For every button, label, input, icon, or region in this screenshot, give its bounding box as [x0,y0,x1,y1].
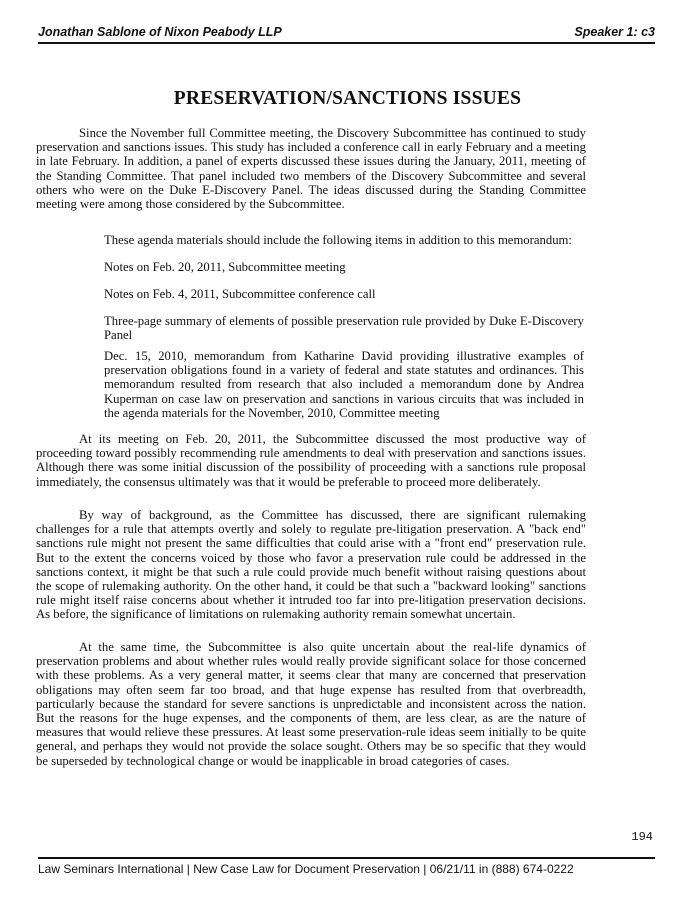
page-header [38,24,655,44]
page-title: PRESERVATION/SANCTIONS ISSUES [173,88,522,109]
header-speaker: Speaker 1: c3 [574,25,655,39]
agenda-intro: These agenda materials should include the following items in addition to this memorandum: [104,233,572,247]
background-paragraph: By way of background, as the Committee has discussed, there are significant rulemaking challenges for a rule that attempts overtly and solely to regulate pre-litigation preservation. A "back end" sanctions rule might not present the same difficulties that could arise with a "front end" preservation rule. But to the extent the concerns voiced by those who favor a preservation rule could be addressed in the sanctions context, it might be that such a rule could provide much benefit without raising questions about the scope of rulemaking authority. On the other hand, it could be that such a "backward looking" sanctions rule might itself raise concerns about whether it intruded too far into pre-litigation preservation decisions. As before, the significance of limitations on rulemaking authority remain somewhat uncertain. [36,508,586,622]
agenda-item: Dec. 15, 2010, memorandum from Katharine David providing illustrative examples of preservation obligations found in a variety of federal and state statutes and ordinances. This memorandum resulted from research that also included a memorandum done by Andrea Kuperman on case law on preservation and sanctions in various circuits that was included in the agenda materials for the November, 2010, Committee meeting [104,349,584,420]
page-number: 194 [631,830,653,844]
agenda-item: Three-page summary of elements of possible preservation rule provided by Duke E-Discovery Panel [104,314,584,343]
agenda-item: Notes on Feb. 4, 2011, Subcommittee conference call [104,287,376,301]
header-author: Jonathan Sablone of Nixon Peabody LLP [38,25,282,39]
page-footer: Law Seminars International | New Case Law for Document Preservation | 06/21/11 in (888) 674-0222 [38,857,655,876]
meeting-paragraph: At its meeting on Feb. 20, 2011, the Subcommittee discussed the most productive way of proceeding toward possibly recommending rule amendments to deal with preservation and sanctions issues. Although there was some initial discussion of the possibility of proceeding with a sanctions rule proposal immediately, the consensus ultimately was that it would be preferable to proceed more deliberately. [36,432,586,489]
agenda-item: Notes on Feb. 20, 2011, Subcommittee meeting [104,260,346,274]
intro-paragraph: Since the November full Committee meeting, the Discovery Subcommittee has continued to study preservation and sanctions issues. This study has included a conference call in early February and a meeting in late February. In addition, a panel of experts discussed these issues during the January, 2011, meeting of the Standing Committee. That panel included two members of the Discovery Subcommittee and several others who were on the Duke E-Discovery Panel. The ideas discussed during the Standing Committee meeting were among those considered by the Subcommittee. [36,126,586,212]
uncertainty-paragraph: At the same time, the Subcommittee is also quite uncertain about the real-life dynamics of preservation problems and about whether rules would really provide significant solace for those concerned with these problems. As a very general matter, it seems clear that many are concerned that preservation obligations may often seem far too broad, and that huge expense has resulted from that overbreadth, particularly because the standard for severe sanctions is unpredictable and inconsistent across the nation. But the reasons for the huge expenses, and the components of them, are less clear, as are the nature of measures that would relieve these pressures. At least some preservation-rule ideas seem initially to be quite general, and perhaps they would not provide the solace sought. Others may be so specific that they would be superseded by technological change or would be inapplicable in broad categories of cases. [36,640,586,768]
